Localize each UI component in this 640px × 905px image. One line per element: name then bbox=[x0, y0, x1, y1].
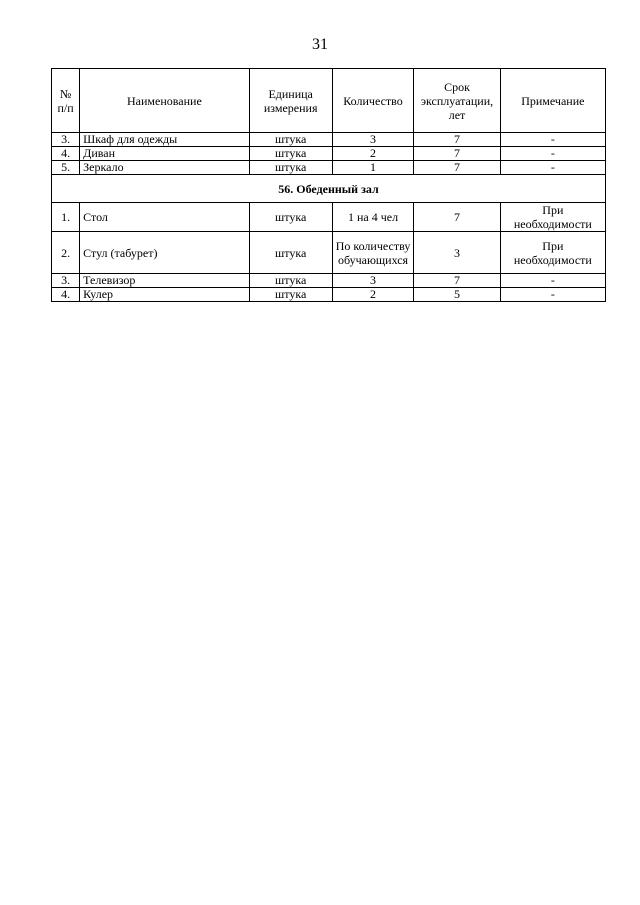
header-unit: Единица измерения bbox=[249, 69, 332, 133]
cell-qty: 3 bbox=[332, 274, 414, 288]
cell-note: - bbox=[500, 161, 605, 175]
header-qty: Количество bbox=[332, 69, 414, 133]
cell-life: 7 bbox=[414, 203, 500, 232]
header-life: Срок эксплуатации, лет bbox=[414, 69, 500, 133]
table-row bbox=[52, 147, 606, 161]
cell-life: 7 bbox=[414, 274, 500, 288]
table-row bbox=[52, 203, 606, 232]
cell-qty: 2 bbox=[332, 288, 414, 302]
cell-name: Кулер bbox=[80, 288, 249, 302]
table-row bbox=[52, 288, 606, 302]
cell-note: - bbox=[500, 147, 605, 161]
cell-note: При необходимости bbox=[500, 232, 605, 274]
cell-unit: штука bbox=[249, 232, 332, 274]
cell-num: 3. bbox=[52, 133, 80, 147]
cell-life: 3 bbox=[414, 232, 500, 274]
header-num: № п/п bbox=[52, 69, 80, 133]
cell-qty: 1 на 4 чел bbox=[332, 203, 414, 232]
cell-note: - bbox=[500, 288, 605, 302]
cell-qty: По количеству обучающихся bbox=[332, 232, 414, 274]
page-number: 31 bbox=[312, 36, 328, 53]
table-row bbox=[52, 232, 606, 274]
cell-name: Диван bbox=[80, 147, 249, 161]
cell-num: 2. bbox=[52, 232, 80, 274]
header-note: Примечание bbox=[500, 69, 605, 133]
section-title: 56. Обеденный зал bbox=[52, 175, 606, 203]
cell-name: Стол bbox=[80, 203, 249, 232]
table-header-row bbox=[52, 69, 606, 133]
header-name: Наименование bbox=[80, 69, 249, 133]
cell-num: 3. bbox=[52, 274, 80, 288]
cell-unit: штука bbox=[249, 288, 332, 302]
cell-unit: штука bbox=[249, 133, 332, 147]
cell-name: Телевизор bbox=[80, 274, 249, 288]
cell-num: 4. bbox=[52, 147, 80, 161]
cell-unit: штука bbox=[249, 147, 332, 161]
cell-note: При необходимости bbox=[500, 203, 605, 232]
cell-qty: 1 bbox=[332, 161, 414, 175]
cell-unit: штука bbox=[249, 274, 332, 288]
cell-life: 7 bbox=[414, 161, 500, 175]
table-row bbox=[52, 274, 606, 288]
table-row bbox=[52, 133, 606, 147]
cell-unit: штука bbox=[249, 161, 332, 175]
cell-name: Зеркало bbox=[80, 161, 249, 175]
equipment-table bbox=[51, 68, 606, 302]
cell-qty: 2 bbox=[332, 147, 414, 161]
table-row bbox=[52, 161, 606, 175]
cell-name: Стул (табурет) bbox=[80, 232, 249, 274]
section-heading-row bbox=[52, 175, 606, 203]
cell-life: 7 bbox=[414, 147, 500, 161]
cell-life: 7 bbox=[414, 133, 500, 147]
cell-num: 1. bbox=[52, 203, 80, 232]
cell-num: 5. bbox=[52, 161, 80, 175]
cell-name: Шкаф для одежды bbox=[80, 133, 249, 147]
cell-note: - bbox=[500, 133, 605, 147]
cell-life: 5 bbox=[414, 288, 500, 302]
cell-note: - bbox=[500, 274, 605, 288]
cell-num: 4. bbox=[52, 288, 80, 302]
cell-qty: 3 bbox=[332, 133, 414, 147]
cell-unit: штука bbox=[249, 203, 332, 232]
